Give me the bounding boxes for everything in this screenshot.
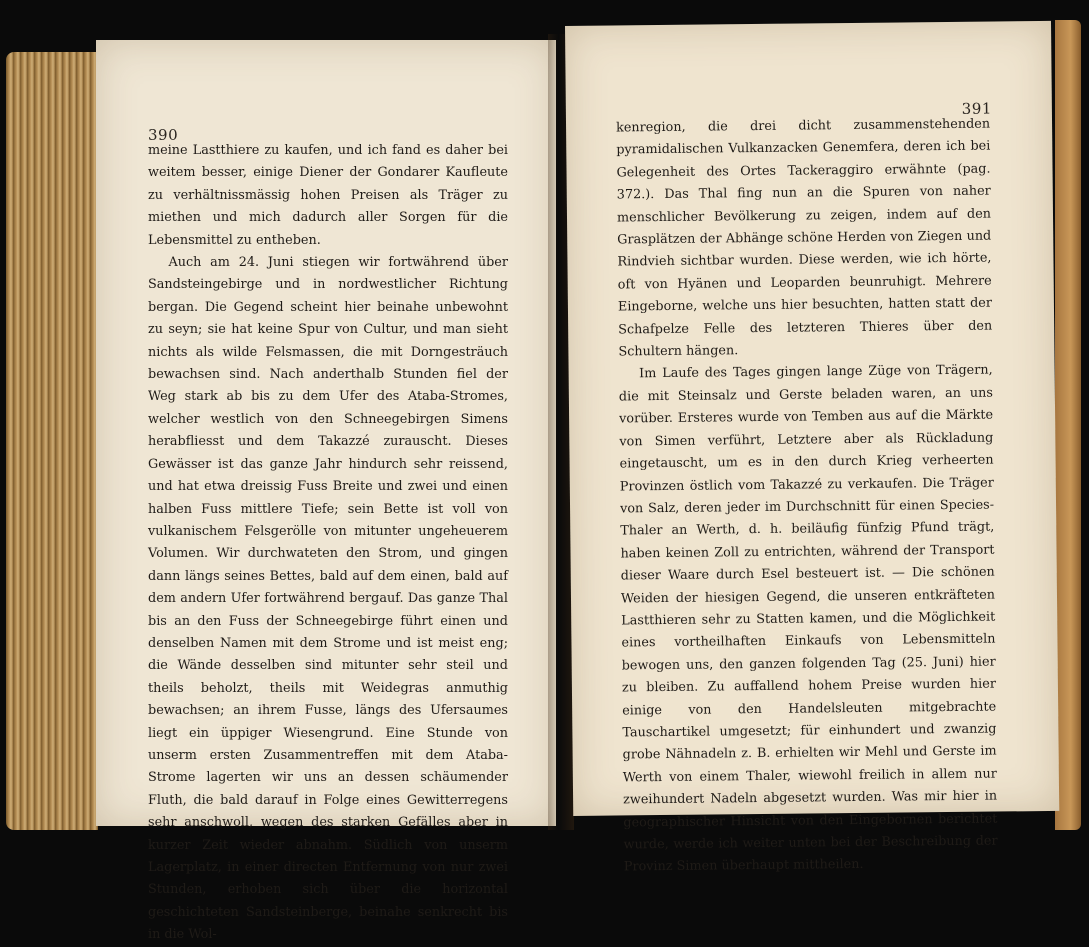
book-cover-edge-right (1055, 20, 1081, 830)
page-number-left: 390 (148, 126, 179, 144)
paragraph: Auch am 24. Juni stiegen wir fortwährend über Sandsteingebirge und in nordwestlicher Richtung bergan. Die Gegend scheint hier beinahe unbewohnt zu seyn; sie hat keine Spur von Cultur, und man sieht nichts als wilde Felsmassen, die mit Dorngesträuch bewachsen sind. Nach anderthalb Stunden fiel der Weg stark ab bis zu dem Ufer des Ataba-Stromes, welcher westlich von den Schneegebirgen Simens herabfliesst und dem Takazzé zurauscht. Dieses Gewässer ist das ganze Jahr hindurch sehr reissend, und hat etwa dreissig Fuss Breite und zwei und einen halben Fuss mittlere Tiefe; sein Bette ist voll von vulkanischem Felsgerölle von mitunter ungeheuerem Volumen. Wir durchwateten den Strom, und gingen dann längs seines Bettes, bald auf dem einen, bald auf dem andern Ufer fortwährend bergauf. Das ganze Thal bis an den Fuss der Schneegebirge führt einen und denselben Namen mit dem Strome und ist meist eng; die Wände desselben sind mitunter sehr steil und theils beholzt, theils mit Weidegras anmuthig bewachsen; an ihrem Fusse, längs des Ufersaumes liegt ein üppiger Wiesengrund. Eine Stunde von unserm ersten Zusammentreffen mit dem Ataba-Strome lagerten wir uns an dessen schäumender Fluth, die bald darauf in Folge eines Gewitterregens sehr anschwoll, wegen des starken Gefälles aber in kurzer Zeit wieder abnahm. Südlich von unserm Lagerplatz, in einer directen Entfernung von nur zwei Stunden, erhoben sich über die horizontal geschichteten Sandsteinberge, beinahe senkrecht bis in die Wol- (148, 255, 508, 943)
left-page (96, 40, 556, 943)
left-page-text (148, 140, 508, 947)
paragraph: kenregion, die drei dicht zusammenstehenden pyramidalischen Vulkanzacken Genemfera, deren ich bei Gelegenheit des Ortes Tackeraggiro erwähnte (pag. 372.). Das Thal fing nun an die Spuren von naher menschlicher Bevölkerung zu zeigen, indem auf den Grasplätzen der Abhänge schöne Herden von Ziegen und Rindvieh sichtbar wurden. Diese werden, wie ich hörte, oft von Hyänen und Leoparden beunruhigt. Mehrere Eingeborne, welche uns hier besuchten, hatten statt der Schafpelze Felle des letzteren Thieres über den Schultern hängen. (615, 116, 993, 360)
paragraph: meine Lastthiere zu kaufen, und ich fand es daher bei weitem besser, einige Diener der Gondarer Kaufleute zu verhältnissmässig hohen Preisen als Träger zu miethen und mich dadurch aller Sorgen für die Lebensmittel zu entheben. (148, 143, 508, 248)
paragraph: Im Laufe des Tages gingen lange Züge von Trägern, die mit Steinsalz und Gerste beladen waren, an uns vorüber. Ersteres wurde von Temben aus auf die Märkte von Simen verführt, Letztere aber als Rückladung eingetauscht, um es in den durch Krieg verheerten Provinzen östlich vom Takazzé zu verkaufen. Die Träger von Salz, deren jeder im Durchschnitt für einen Species-Thaler an Werth, d. h. beiläufig fünfzig Pfund trägt, haben keinen Zoll zu entrichten, während der Transport dieser Waare durch Esel besteuert ist. — Die schönen Weiden der hiesigen Gegend, die unseren entkräfteten Lastthieren sehr zu Statten kamen, und die Möglichkeit eines vortheilhaften Einkaufs von Lebensmitteln bewogen uns, den ganzen folgenden Tag (25. Juni) hier zu bleiben. Zu auffallend hohem Preise wurden hier einige von den Handelsleuten mitgebrachte Tauschartikel umgesetzt; für einhundert und zwanzig grobe Nähnadeln z. B. erhielten wir Mehl und Gerste im Werth von einem Thaler, wiewohl freilich in allem nur zweihundert Nadeln abgesetzt wurden. Was mir hier in geographischer Hinsicht von den Eingebornen berichtet wurde, werde ich weiter unten bei der Beschreibung der Provinz Simen überhaupt mittheilen. (618, 363, 998, 875)
page-number-right: 391 (961, 99, 992, 118)
right-page (565, 21, 1059, 875)
right-page-text (616, 114, 998, 880)
page-stack-edge-left (6, 52, 98, 830)
